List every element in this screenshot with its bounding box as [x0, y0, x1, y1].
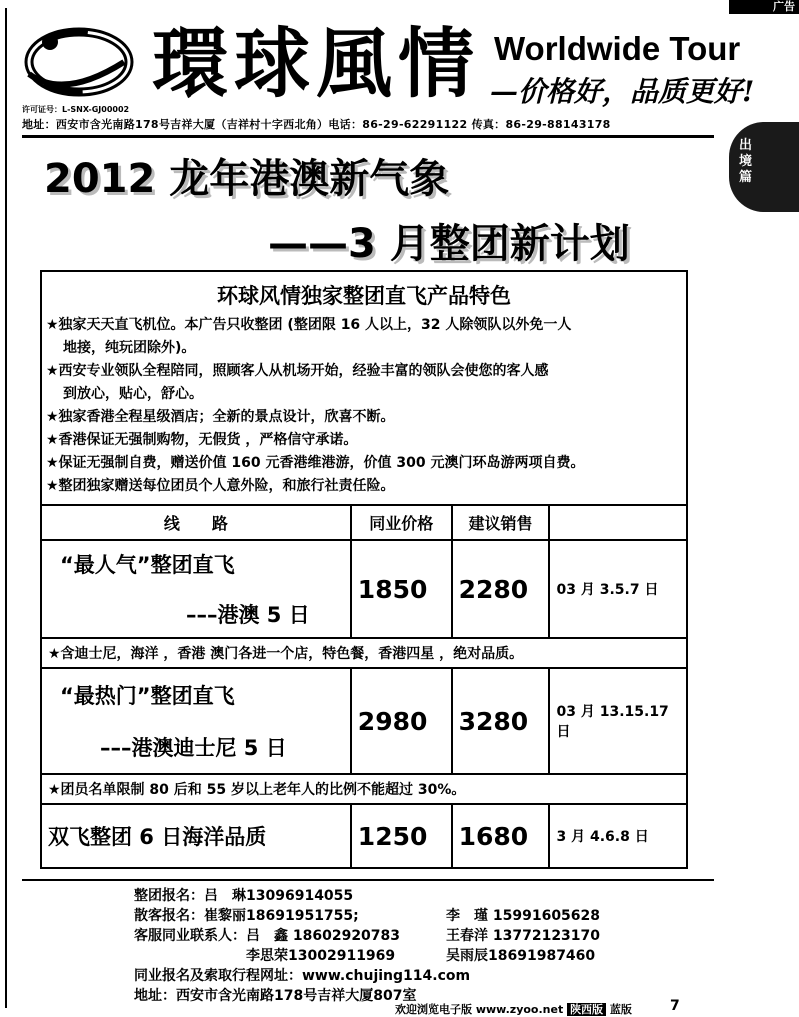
route-cell: [41, 668, 351, 774]
header-trade-price: 同业价格: [351, 505, 452, 540]
headline-main: 2012 龙年港澳新气象: [44, 156, 450, 202]
contact-text: 王春洋 13772123170: [446, 928, 601, 944]
route-name: 双飞整团 6 日海洋品质: [41, 804, 351, 868]
retail-price: 3280: [452, 668, 550, 774]
table-header-row: [41, 505, 687, 540]
route-note: ★含迪士尼，海洋 ，香港 澳门各进一个店，特色餐，香港四星 ，绝对品质。: [41, 638, 687, 668]
feature-item: ★独家天天直飞机位。本广告只收整团 (整团限 16 人以上，32 人除领队以外免一人: [46, 317, 572, 333]
header-route: 线 路: [41, 505, 351, 540]
header-dates: [549, 505, 687, 540]
contact-website: 同业报名及索取行程网址：www.chujing114.com: [134, 968, 471, 984]
ad-tag: 广告: [729, 0, 799, 14]
feature-item: ★西安专业领队全程陪同，照顾客人从机场开始，经验丰富的领队会使您的客人感: [46, 363, 549, 379]
route-cell: [41, 540, 351, 638]
edition-badge: 陕西版: [567, 1003, 606, 1016]
departure-dates: 03 月 3.5.7 日: [549, 540, 687, 638]
feature-item-cont: 地接，纯玩团除外)。: [63, 340, 196, 356]
brand-name-en: Worldwide Tour: [494, 30, 741, 67]
contact-line: [134, 926, 601, 946]
contact-address: 地址：西安市含光南路178号吉祥大厦807室: [134, 988, 417, 1004]
features-list: [46, 314, 686, 498]
trade-price: 1250: [351, 804, 452, 868]
departure-dates: 03 月 13.15.17 日: [549, 668, 687, 774]
header-divider: [22, 135, 714, 138]
feature-item-cont: 到放心，贴心，舒心。: [63, 386, 203, 402]
trade-price: 1850: [351, 540, 452, 638]
contact-block: [134, 886, 601, 1006]
route-note: ★团员名单限制 80 后和 55 岁以上老年人的比例不能超过 30%。: [41, 774, 687, 804]
feature-item: ★保证无强制自费，赠送价值 160 元香港维港游，价值 300 元澳门环岛游两项自费。: [46, 455, 585, 471]
route-name: “最人气”整团直飞: [60, 553, 235, 577]
contact-text: 李 瑾 15991605628: [446, 908, 601, 924]
table-row: [41, 804, 687, 868]
departure-dates: 3 月 4.6.8 日: [549, 804, 687, 868]
section-tab-label: 出境篇: [739, 138, 753, 185]
table-row: [41, 668, 687, 774]
brand-name-cn: 環球風情: [152, 19, 480, 108]
left-border: [5, 8, 7, 1008]
footer-text: 欢迎浏览电子版 www.zyoo.net: [395, 1003, 564, 1016]
trade-price: 2980: [351, 668, 452, 774]
table-row: [41, 540, 687, 638]
contact-text: 吴雨辰18691987460: [446, 948, 596, 964]
page-number: 7: [670, 998, 680, 1014]
table-note-row: [41, 774, 687, 804]
contact-line: [134, 946, 596, 966]
footer-line: [395, 1001, 632, 1017]
contact-text: 李思荣13002911969: [134, 948, 396, 964]
feature-item: ★香港保证无强制购物，无假货 ，严格信守承诺。: [46, 432, 358, 448]
feature-item: ★独家香港全程星级酒店；全新的景点设计，欣喜不断。: [46, 409, 395, 425]
price-table: [40, 504, 688, 869]
contact-line: [134, 906, 601, 926]
license-number: 许可证号：L-SNX-GJ00002: [22, 105, 130, 114]
footer-divider: [22, 879, 714, 881]
headline-sub: ——3 月整团新计划: [268, 221, 630, 267]
route-duration: –––港澳迪士尼 5 日: [100, 736, 287, 760]
edition-label: 蓝版: [609, 1003, 632, 1016]
route-duration: –––港澳 5 日: [186, 603, 310, 627]
section-tab: [729, 122, 799, 212]
contact-text: 客服同业联系人：吕 鑫 18602920783: [134, 928, 401, 944]
retail-price: 1680: [452, 804, 550, 868]
company-address: 地址：西安市含光南路178号吉祥大厦（吉祥村十字西北角）电话：86-29-62291122 传真：86-29-88143178: [22, 118, 611, 131]
brand-slogan: —价格好，品质更好!: [490, 75, 755, 108]
route-name: “最热门”整团直飞: [60, 684, 235, 708]
contact-text: 散客报名：崔黎丽18691951755;: [134, 908, 359, 924]
retail-price: 2280: [452, 540, 550, 638]
globe-logo-icon: [24, 22, 134, 102]
contact-line: 整团报名：吕 琳13096914055: [134, 888, 354, 904]
features-title: 环球风情独家整团直飞产品特色: [217, 284, 511, 308]
feature-item: ★整团独家赠送每位团员个人意外险，和旅行社责任险。: [46, 478, 395, 494]
table-note-row: [41, 638, 687, 668]
header-retail-price: 建议销售: [452, 505, 550, 540]
